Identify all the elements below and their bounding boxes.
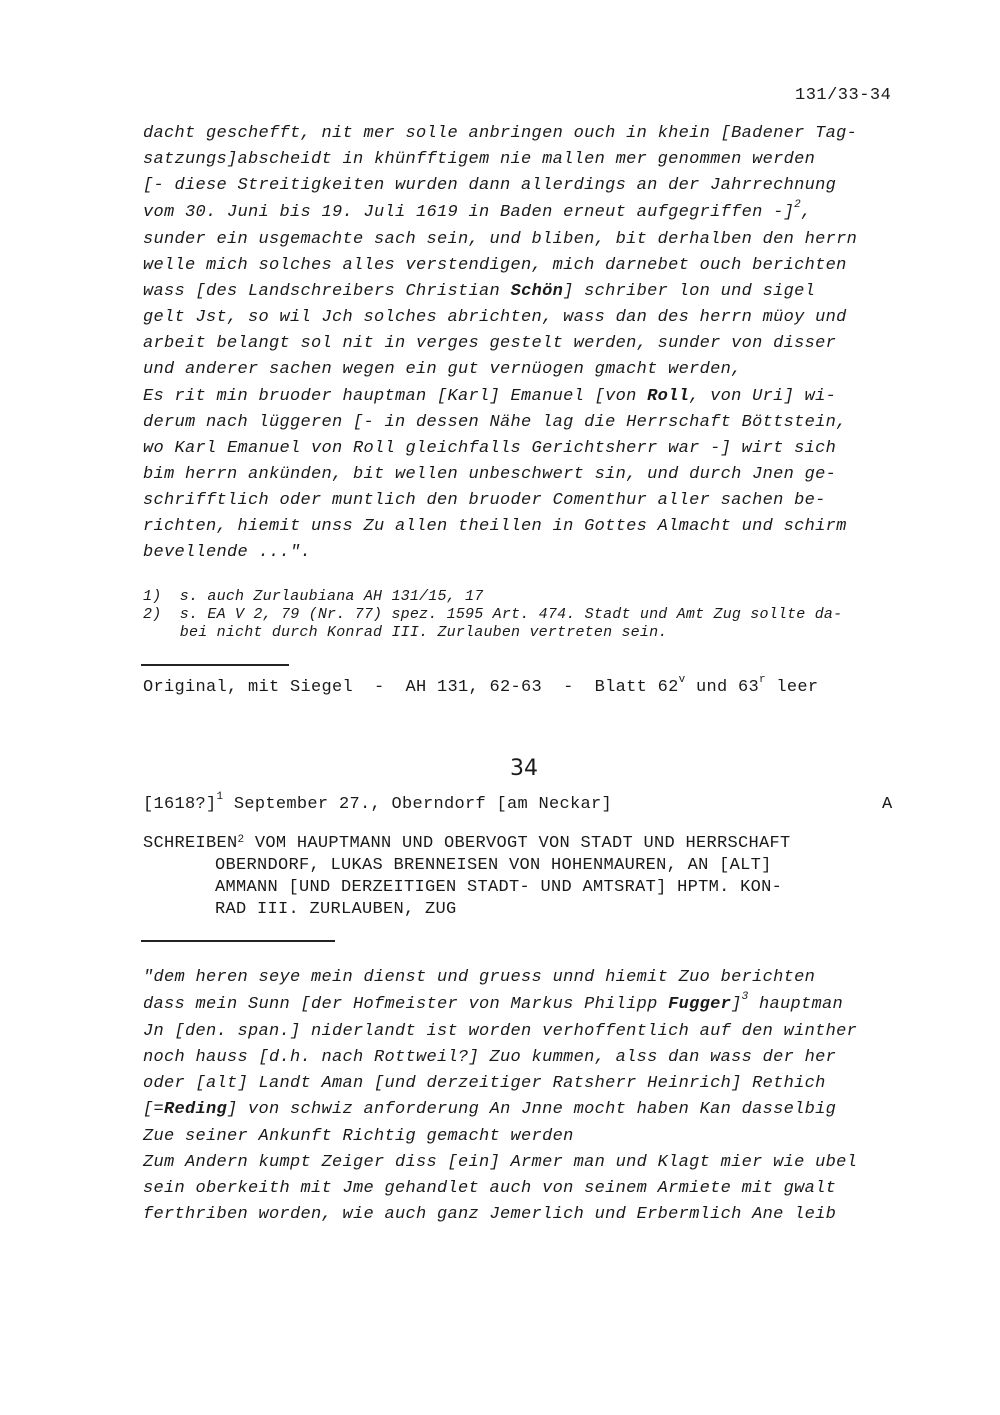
regest-line: SCHREIBEN$^2$ VOM HAUPTMANN UND OBERVOGT VON STADT UND HERRSCHAFT — [143, 834, 791, 853]
footnote: bei nicht durch Konrad III. Zurlauben vertreten sein. — [143, 624, 668, 641]
footnote: 2) s. EA V 2, 79 (Nr. 77) spez. 1595 Art. 474. Stadt und Amt Zug sollte da- — [143, 606, 843, 623]
text-line: bevellende ...". — [143, 543, 312, 562]
text-line: wo Karl Emanuel von Roll gleichfalls Gerichtsherr war -] wirt sich — [143, 439, 837, 458]
document-number: 34 — [510, 756, 538, 781]
text-line: Zum Andern kumpt Zeiger diss [ein] Armer man und Klagt mier wie ubel — [143, 1153, 858, 1172]
text-line: welle mich solches alles verstendigen, mich darnebet ouch berichten — [143, 256, 847, 275]
text-line: [- diese Streitigkeiten wurden dann allerdings an der Jahrrechnung — [143, 176, 837, 195]
text-line: und anderer sachen wegen ein gut vernüogen gmacht werden, — [143, 360, 742, 379]
text-line: richten, hiemit unss Zu allen theillen in Gottes Almacht und schirm — [143, 517, 847, 536]
regest-line: RAD III. ZURLAUBEN, ZUG — [215, 900, 457, 919]
text-line: gelt Jst, so wil Jch solches abrichten, wass dan des herrn müoy und — [143, 308, 847, 327]
text-line: "dem heren seye mein dienst und gruess unnd hiemit Zuo berichten — [143, 968, 816, 987]
text-line: satzungs]abscheidt in khünfftigem nie mallen mer genommen werden — [143, 150, 816, 169]
divider — [141, 940, 335, 942]
bold-name: Roll — [647, 387, 690, 406]
text-line: derum nach lüggeren [- in dessen Nähe lag die Herrschaft Böttstein, — [143, 413, 847, 432]
footnote: 1) s. auch Zurlaubiana AH 131/15, 17 — [143, 588, 484, 605]
text-line: [=Reding] von schwiz anforderung An Jnne mocht haben Kan dasselbig — [143, 1100, 837, 1119]
text-line: schrifftlich oder muntlich den bruoder Comenthur aller sachen be- — [143, 491, 826, 510]
source-note: Original, mit Siegel - AH 131, 62-63 - Blatt 62$^v$ und 63$^r$ leer — [143, 674, 819, 697]
text-line: noch hauss [d.h. nach Rottweil?] Zuo kummen, alss dan wass der her — [143, 1048, 837, 1067]
divider — [141, 664, 289, 666]
bold-name: Fugger — [668, 995, 732, 1014]
text-line: wass [des Landschreibers Christian Schön] schriber lon und sigel — [143, 282, 816, 301]
text-line: Es rit min bruoder hauptman [Karl] Emanuel [von Roll, von Uri] wi- — [143, 387, 837, 406]
regest-line: AMMANN [UND DERZEITIGEN STADT- UND AMTSRAT] HPTM. KON- — [215, 878, 783, 897]
text-line: sein oberkeith mit Jme gehandlet auch von seinem Armiete mit gwalt — [143, 1179, 837, 1198]
bold-name: Reding — [164, 1100, 228, 1119]
footnote-ref: 2 — [794, 199, 802, 211]
text-line: dacht geschefft, nit mer solle anbringen ouch in khein [Badener Tag- — [143, 124, 858, 143]
text-line: ferthriben worden, wie auch ganz Jemerlich und Erbermlich Ane leib — [143, 1205, 837, 1224]
text-line: bim herrn ankünden, bit wellen unbeschwert sin, und durch Jnen ge- — [143, 465, 837, 484]
page-number: 131/33-34 — [795, 86, 892, 105]
document-letter: A — [882, 795, 893, 814]
regest-line: OBERNDORF, LUKAS BRENNEISEN VON HOHENMAUREN, AN [ALT] — [215, 856, 772, 875]
text-line: sunder ein usgemachte sach sein, und bliben, bit derhalben den herrn — [143, 230, 858, 249]
text-line: dass mein Sunn [der Hofmeister von Markus Philipp Fugger]$^3$ hauptman — [143, 991, 844, 1014]
text-line: Zue seiner Ankunft Richtig gemacht werden — [143, 1127, 574, 1146]
text-line: arbeit belangt sol nit in verges gestelt werden, sunder von disser — [143, 334, 837, 353]
bold-name: Schön — [510, 282, 564, 301]
text-line: vom 30. Juni bis 19. Juli 1619 in Baden erneut aufgegriffen -]$^2$, — [143, 199, 812, 222]
text-line: oder [alt] Landt Aman [und derzeitiger Ratsherr Heinrich] Rethich — [143, 1074, 826, 1093]
regest — [143, 833, 791, 921]
date-line: [1618?]$^1$ September 27., Oberndorf [am Neckar] — [143, 791, 612, 814]
text-line: Jn [den. span.] niderlandt ist worden verhoffentlich auf den winther — [143, 1022, 858, 1041]
